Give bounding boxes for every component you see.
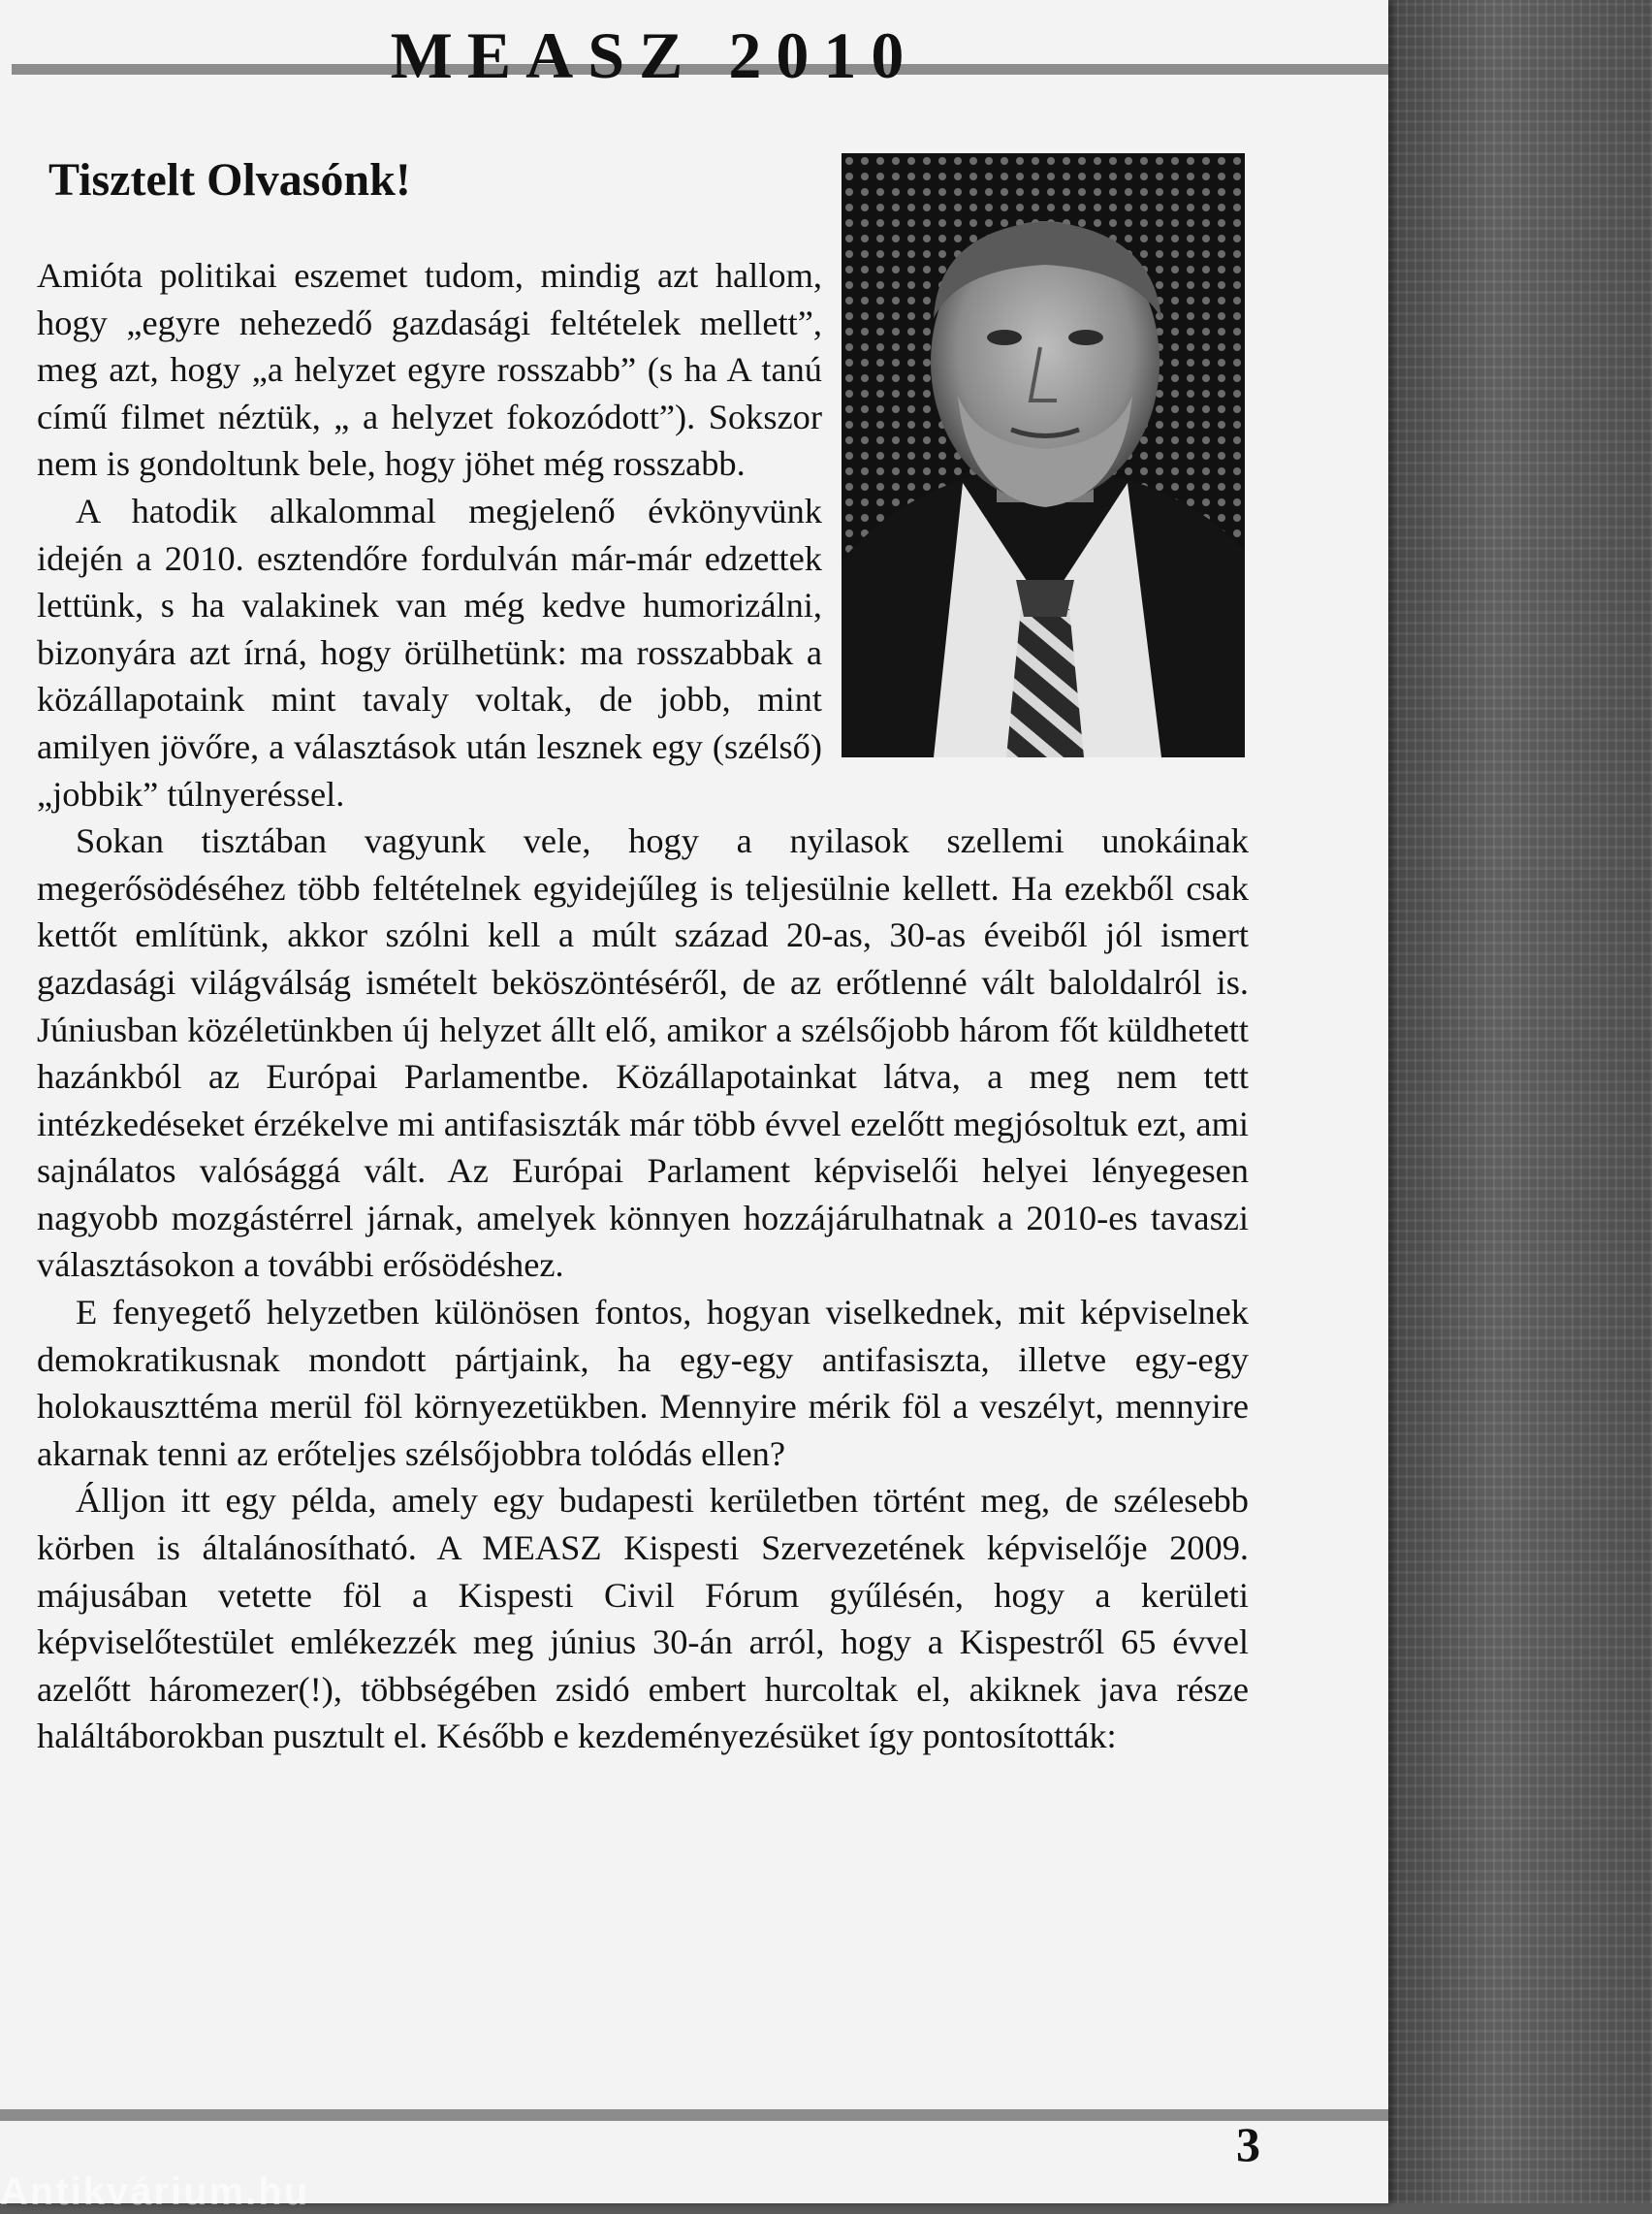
photo-text-wrap — [822, 252, 1249, 762]
background-surface — [1388, 0, 1652, 2203]
footer-rule — [0, 2109, 1388, 2121]
paragraph-4: E fenyegető helyzetben különösen fontos, hogyan viselkednek, mit képviselnek demokratikusnak mondott pártjaink, ha egy-egy antifasiszta, illetve egy-egy holokauszttéma merül föl környezetükben. Mennyire mérik föl a veszélyt, mennyire akarnak tenni az erőteljes szélsőjobbra tolódás ellen? — [37, 1293, 1249, 1473]
page-header-title: MEASZ 2010 — [354, 14, 955, 97]
paragraph-3: Sokan tisztában vagyunk vele, hogy a nyilasok szellemi unokáinak megerősödéséhez több feltételnek egyidejűleg is teljesülnie kellett. Ha ezekből csak kettőt említünk, akkor szólni kell a múlt század 20-as, 30-as éveiből jól ismert gazdasági világválság ismételt beköszöntéséről, de az erőtlenné vált baloldalról is. Júniusban közéletünkben új helyzet állt elő, amikor a szélsőjobb három főt küldhetett hazánkból az Európai Parlamentbe. Közállapotainkat látva, a meg nem tett intézkedéseket érzékelve mi antifasiszták már több évvel ezelőtt megjósoltuk ezt, ami sajnálatos valósággá vált. Az Európai Parlament képviselői helyei lényegesen nagyobb mozgástérrel járnak, amelyek könnyen hozzájárulhatnak a 2010-es tavaszi választásokon a további erősödéshez. — [37, 821, 1249, 1285]
paragraph-1: Amióta politikai eszemet tudom, mindig azt hallom, hogy „egyre nehezedő gazdasági feltételek mellett”, meg azt, hogy „a helyzet egyre rosszabb” (s ha A tanú című filmet néztük, „ a helyzet fokozódott”). Sokszor nem is gondoltunk bele, hogy jöhet még rosszabb. — [37, 256, 822, 484]
watermark-text: Antikvárium.hu — [0, 2170, 310, 2213]
paragraph-2: A hatodik alkalommal megjelenő évkönyvünk idején a 2010. esztendőre fordulván már-már edzettek lettünk, s ha valakinek van még kedve humorizálni, bizonyára azt írná, hogy örülhetünk: ma rosszabbak a közállapotaink mint tavaly voltak, de jobb, mint amilyen jövőre, a választások után lesznek egy (szélső) „jobbik” túlnyeréssel. — [37, 491, 822, 814]
greeting-heading: Tisztelt Olvasónk! — [48, 154, 411, 206]
paragraph-5: Álljon itt egy példa, amely egy budapesti kerületben történt meg, de szélesebb körben is általánosítható. A MEASZ Kispesti Szervezetének képviselője 2009. májusában vetette föl a Kispesti Civil Fórum gyűlésén, hogy a kerületi képviselőtestület emlékezzék meg június 30-án arról, hogy a Kispestről 65 évvel azelőtt háromezer(!), többségében zsidó embert hurcoltak el, akiknek java része haláltáborokban pusztult el. Később e kezdeményezésüket így pontosították: — [37, 1481, 1249, 1756]
page-number: 3 — [1236, 2117, 1260, 2171]
article-body — [37, 252, 1249, 2056]
